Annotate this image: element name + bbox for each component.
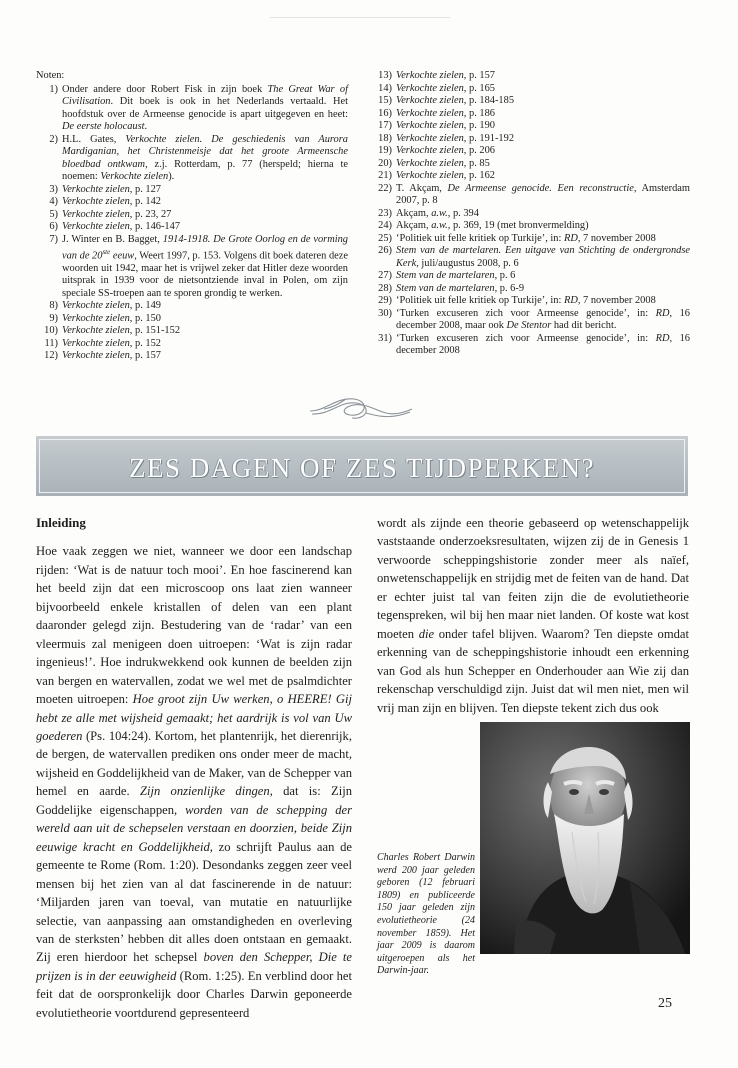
footnote-text	[396, 158, 690, 171]
footnote-text	[396, 270, 690, 283]
footnote-item	[370, 70, 690, 83]
footnote-number: 7)	[49, 233, 58, 245]
footnote-segment: , p. 142	[129, 196, 161, 207]
footnote-item	[36, 313, 348, 326]
footnote-item	[36, 209, 348, 222]
notes-title: Noten:	[36, 70, 65, 81]
footnote-number: 12)	[44, 350, 58, 362]
footnote-number: 20)	[378, 157, 392, 169]
body-text-segment: , dat is: Zijn Goddelijke eigenschappen,	[36, 784, 352, 817]
footnote-segment: , Amsterdam 2007, p. 8	[396, 182, 690, 206]
footnote-segment: ste	[102, 248, 111, 256]
footnote-segment: , p. 184-185	[463, 95, 515, 106]
footnote-segment: ‘Turken excuseren zich voor Armeense genocide’, in:	[396, 332, 656, 344]
footnote-segment: Verkochte zielen	[62, 337, 130, 349]
footnote-number: 6)	[49, 221, 58, 232]
footnote-number: 22)	[378, 182, 392, 194]
footnote-item	[370, 308, 690, 333]
footnote-segment: Stem van de martelaren	[396, 270, 495, 281]
footnote-segment: RD	[655, 307, 670, 319]
footnote-item	[36, 84, 348, 134]
footnote-text	[396, 333, 690, 358]
footnote-item	[36, 350, 348, 363]
footnote-segment: , Weert 1997, p. 153. Volgens dit boek dateren deze woorden uit 1942, maar het is vrijwel zeker dat Hitler deze woorden uitsprak in 1939 voor de nietsontziende inval in Polen, om zijn speciale SS-troepen aan te sporen grondig te werken.	[62, 250, 348, 299]
footnote-item	[36, 184, 348, 197]
footnote-segment: , juli/augustus 2008, p. 6	[416, 257, 519, 269]
footnote-segment: .	[144, 121, 148, 132]
footnote-segment: , p. 152	[129, 337, 161, 349]
footnote-segment: , 7 november 2008	[577, 232, 656, 244]
footnote-number: 8)	[49, 300, 58, 312]
footnote-segment: Verkochte zielen	[396, 157, 464, 169]
article-paragraph-left	[36, 542, 352, 1022]
article-column-left	[36, 514, 352, 1022]
footnote-segment: De Armeense genocide. Een reconstructie	[447, 182, 634, 194]
portrait-image	[480, 722, 690, 954]
footnote-item	[370, 233, 690, 246]
notes-column-right	[370, 70, 690, 358]
footnote-number: 10)	[44, 325, 58, 337]
footnote-segment: Verkochte zielen	[62, 221, 130, 232]
footnote-segment: Verkochte zielen	[396, 70, 464, 81]
footnote-item	[370, 145, 690, 158]
footnote-segment: Akçam,	[396, 220, 432, 231]
footnote-segment: Stem van de martelaren	[396, 282, 495, 294]
footnote-segment: Verkochte zielen. De geschiedenis van Aurora Mardiganian, het Christenmeisje dat het groote Armeensche bloedbad ontkwam	[62, 133, 348, 170]
footnote-number: 28)	[378, 282, 392, 294]
footnote-text	[396, 170, 690, 183]
footnote-segment: , p. 127	[129, 183, 161, 195]
footnote-number: 31)	[378, 332, 392, 344]
footnote-item	[36, 234, 348, 301]
footnote-segment: H.L. Gates,	[62, 133, 126, 145]
article-paragraph-right	[377, 514, 689, 717]
footnote-segment: Verkochte zielen	[396, 95, 464, 106]
footnote-text	[396, 208, 690, 221]
footnote-text	[62, 184, 348, 197]
footnote-segment: De Stentor	[506, 320, 552, 331]
footnote-item	[370, 158, 690, 171]
footnote-text	[396, 308, 690, 333]
body-text-segment: (Rom. 1:25). En verblind door het feit dat de oorspronkelijk door Charles Darwin geponeerde evolutietheorie voortdurend gepresenteerd	[36, 968, 352, 1020]
footnote-segment: , p. 149	[129, 300, 161, 312]
footnote-item	[370, 245, 690, 270]
footnote-segment: , p. 162	[463, 170, 495, 181]
footnote-item	[370, 133, 690, 146]
footnote-item	[36, 196, 348, 209]
footnote-item	[370, 83, 690, 96]
footnote-segment: ‘Politiek uit felle kritiek op Turkije’, in:	[396, 232, 564, 244]
footnote-text	[396, 220, 690, 233]
notes-column-left	[36, 70, 348, 363]
footnote-number: 17)	[378, 120, 392, 131]
footnote-text	[62, 196, 348, 209]
footnote-text	[396, 233, 690, 246]
footnote-segment: Verkochte zielen	[62, 325, 130, 337]
body-text-segment: (Ps. 104:24). Kortom, het plantenrijk, het dierenrijk, de bergen, de watervallen prediken ons onder meer de macht, wijsheid en Goddelijkheid van de Maker, van de Schepper van hemel en aarde.	[36, 728, 352, 799]
footnote-text	[396, 145, 690, 158]
footnote-segment: Verkochte zielen	[62, 312, 130, 324]
footnote-number: 14)	[378, 82, 392, 94]
footnote-segment: Stem van de martelaren. Een uitgave van Stichting de ondergrondse Kerk	[396, 245, 690, 269]
footnote-text	[62, 84, 348, 134]
section-heading: Inleiding	[36, 515, 86, 530]
footnote-segment: De eerste holocaust	[62, 121, 145, 132]
footnote-item	[370, 95, 690, 108]
footnote-segment: , p. 146-147	[129, 221, 181, 232]
footnote-segment: eeuw	[110, 250, 135, 262]
footnote-segment: RD	[655, 332, 670, 344]
footnote-segment: 1914-1918. De Grote Oorlog en de vorming van de 20	[62, 233, 348, 262]
footnote-number: 16)	[378, 107, 392, 119]
footnote-segment: Verkochte zielen	[100, 171, 169, 182]
footnote-segment: Onder andere door Robert Fisk in zijn boek	[62, 83, 268, 95]
footnote-item	[36, 300, 348, 313]
footnote-text	[62, 134, 348, 184]
footnote-text	[396, 108, 690, 121]
footnote-item	[370, 108, 690, 121]
footnote-segment: ).	[168, 171, 175, 182]
footnote-segment: Verkochte zielen	[396, 107, 464, 119]
footnote-item	[370, 283, 690, 296]
footnote-number: 26)	[378, 245, 392, 256]
footnote-segment: a.w.	[431, 220, 448, 231]
body-text-segment: Zijn onzienlijke dingen	[139, 784, 270, 799]
footnote-segment: , z.j. Rotterdam, p. 77 (herspeld; hierna te noemen:	[62, 158, 349, 182]
body-text-segment: wordt als zijnde een theorie gebaseerd op wetenschappelijk vaststaande onderzoeksresultaten, wijzen zij de in Genesis 1 verwoorde scheppingshistorie zonder meer als naïef, onwetenschappelijk en strijdig met de feiten van de hand. Dat er echter juist tal van feiten zijn die de evolutietheorie tegenspreken, wil bij hen maar niet landen. Of koste wat kost moeten	[377, 516, 689, 641]
divider-ornament	[306, 387, 416, 433]
body-text-segment: boven den Schepper, Die te prijzen is in der eeuwigheid	[36, 950, 352, 983]
footnote-segment: Verkochte zielen	[62, 208, 130, 220]
footnote-segment: , p. 191-192	[463, 132, 515, 144]
footnote-number: 15)	[378, 95, 392, 106]
footnote-number: 21)	[378, 170, 392, 181]
footnote-segment: RD	[563, 232, 578, 244]
footnote-text	[62, 300, 348, 313]
footnote-segment: Verkochte zielen	[62, 183, 130, 195]
footnote-segment: RD	[563, 295, 578, 306]
footnote-segment: had dit bericht.	[551, 320, 617, 331]
footnote-number: 5)	[49, 208, 58, 220]
footnote-item	[370, 270, 690, 283]
footnote-number: 13)	[378, 70, 392, 81]
footnote-segment: , p. 186	[463, 107, 495, 119]
footnote-segment: , p. 6	[494, 270, 516, 281]
top-rule	[270, 17, 450, 18]
banner-title: ZES DAGEN OF ZES TIJDPERKEN?	[129, 452, 595, 483]
footnote-segment: , p. 394	[447, 207, 479, 219]
footnote-number: 1)	[49, 83, 58, 95]
footnote-segment: , p. 190	[463, 120, 495, 131]
notes-list-right	[370, 70, 690, 358]
body-text-segment: Hoe vaak zeggen we niet, wanneer we door een landschap rijden: ‘Wat is de natuur toch mooi’. En hoe fascinerend kan het beeld zijn dat een microscoop ons laat zien wanneer bijvoorbeeld enkele kristallen of delen van een plant daaronder gelegd zijn. Bestudering van de ‘radar’ van een vleermuis zal menigeen doen uitroepen: ‘Wat is zijn radar ingenieus!’. Hoe indrukwekkend ook kunnen de beelden zijn van bergen en watervallen, zodat we wel met de psalmdichter moeten uitroepen:	[36, 544, 352, 707]
footnote-number: 18)	[378, 132, 392, 144]
footnote-segment: The Great War of Civilisation	[62, 83, 348, 107]
footnote-number: 30)	[378, 307, 392, 319]
footnote-number: 2)	[49, 133, 58, 145]
footnote-item	[370, 220, 690, 233]
photo-caption: Charles Robert Darwin werd 200 jaar geleden geboren (12 februari 1809) en publiceerde 150 jaar geleden zijn evolutietheorie (24 november 1859). Het jaar 2009 is daarom uitgeroepen als het Darwin-jaar.	[377, 852, 475, 977]
body-text-segment: onder tafel blijven. Waarom? Ten diepste omdat erkenning van de scheppingshistorie inhoudt een erkenning van God als hun Schepper en Onderhouder aan Wie zij dan rekenschap verschuldigd zijn. Juist dat wil men niet, men wil vrij man zijn en blijven. Ten diepste tekent zich dus ook	[377, 626, 689, 715]
footnote-segment: Verkochte zielen	[396, 170, 464, 181]
footnote-segment: , 16 december 2008, maar ook	[396, 307, 690, 331]
footnote-text	[396, 95, 690, 108]
footnote-segment: a.w.	[431, 207, 448, 219]
footnote-segment: , p. 23, 27	[129, 208, 172, 220]
section-banner	[36, 436, 688, 496]
footnote-number: 23)	[378, 207, 392, 219]
footnote-segment: , p. 369, 19 (met bronvermelding)	[447, 220, 589, 231]
footnote-number: 24)	[378, 220, 392, 231]
footnote-segment: Verkochte zielen	[396, 82, 464, 94]
notes-list-left	[36, 84, 348, 363]
footnote-segment: Verkochte zielen	[396, 120, 464, 131]
footnote-segment: Akçam,	[396, 207, 432, 219]
footnote-segment: , 16 december 2008	[396, 332, 690, 356]
footnote-item	[36, 338, 348, 351]
footnote-segment: Verkochte zielen	[62, 350, 130, 362]
footnote-segment: T. Akçam,	[396, 182, 448, 194]
footnote-number: 9)	[49, 312, 58, 324]
footnote-segment: , p. 206	[463, 145, 495, 156]
footnote-segment: , p. 6-9	[494, 282, 525, 294]
footnote-segment: . Dit boek is ook in het Nederlands vertaald. Het hoofdstuk over de Armeense genocide is apart uitgegeven en heet:	[62, 96, 348, 120]
body-text-segment: worden van de schepping der wereld aan uit de schepselen verstaan en doorzien, beide Zijn eeuwige kracht en Goddelijkheid,	[36, 802, 352, 854]
footnote-text	[396, 183, 690, 208]
footnote-text	[396, 133, 690, 146]
footnote-text	[62, 325, 348, 338]
body-text-segment: zo schrijft Paulus aan de gemeente te Rome (Rom. 1:20). Desondanks zeggen zeer veel mensen bij het zien van al dat fascinerende in de natuur: ‘Miljarden jaren van toeval, van mutatie en natuurlijke selectie, van aanpassing aan omstandigheden en overleving van de sterksten’ hebben dit alles doen ontstaan en gemaakt. Zij eren hierdoor het schepsel	[36, 839, 352, 965]
footnote-item	[36, 325, 348, 338]
footnote-item	[370, 170, 690, 183]
footnote-number: 25)	[378, 232, 392, 244]
footnote-segment: , p. 165	[463, 82, 495, 94]
footnote-text	[62, 209, 348, 222]
footnote-item	[370, 295, 690, 308]
footnote-segment: Verkochte zielen	[396, 132, 464, 144]
footnote-number: 4)	[49, 196, 58, 207]
footnote-text	[62, 338, 348, 351]
footnote-segment: , 7 november 2008	[577, 295, 656, 306]
footnote-text	[396, 245, 690, 270]
footnote-text	[396, 120, 690, 133]
footnote-number: 29)	[378, 295, 392, 306]
footnote-text	[396, 83, 690, 96]
footnote-segment: Verkochte zielen	[396, 145, 464, 156]
body-text-segment: die	[418, 626, 435, 641]
footnote-text	[62, 234, 348, 301]
footnote-text	[396, 70, 690, 83]
footnote-text	[396, 295, 690, 308]
footnote-segment: ‘Politiek uit felle kritiek op Turkije’, in:	[396, 295, 564, 306]
footnote-segment: , p. 150	[129, 312, 161, 324]
footnote-segment: Verkochte zielen	[62, 300, 130, 312]
body-text-segment: Hoe groot zijn Uw werken, o HEERE! Gij hebt ze alle met wijsheid gemaakt; het aardrijk is vol van Uw goederen	[36, 692, 352, 743]
footnote-text	[62, 350, 348, 363]
footnote-text	[62, 313, 348, 326]
footnote-item	[370, 208, 690, 221]
footnote-text	[396, 283, 690, 296]
footnote-segment: , p. 151-152	[129, 325, 181, 337]
footnote-segment: , p. 157	[463, 70, 495, 81]
footnote-segment: J. Winter en B. Bagget,	[62, 233, 163, 245]
footnote-item	[36, 221, 348, 234]
footnote-number: 11)	[44, 337, 58, 349]
page-number: 25	[658, 996, 672, 1011]
footnote-text	[62, 221, 348, 234]
footnote-number: 27)	[378, 270, 392, 281]
darwin-portrait-photo	[480, 722, 690, 954]
footnote-item	[370, 120, 690, 133]
footnote-item	[370, 183, 690, 208]
footnote-item	[370, 333, 690, 358]
footnote-segment: , p. 157	[129, 350, 161, 362]
article-column-right	[377, 514, 689, 717]
banner-frame	[39, 439, 685, 493]
footnote-segment: , p. 85	[463, 157, 490, 169]
footnote-number: 19)	[378, 145, 392, 156]
footnote-item	[36, 134, 348, 184]
footnote-segment: ‘Turken excuseren zich voor Armeense genocide’, in:	[396, 307, 656, 319]
footnote-segment: Verkochte zielen	[62, 196, 130, 207]
footnote-number: 3)	[49, 183, 58, 195]
